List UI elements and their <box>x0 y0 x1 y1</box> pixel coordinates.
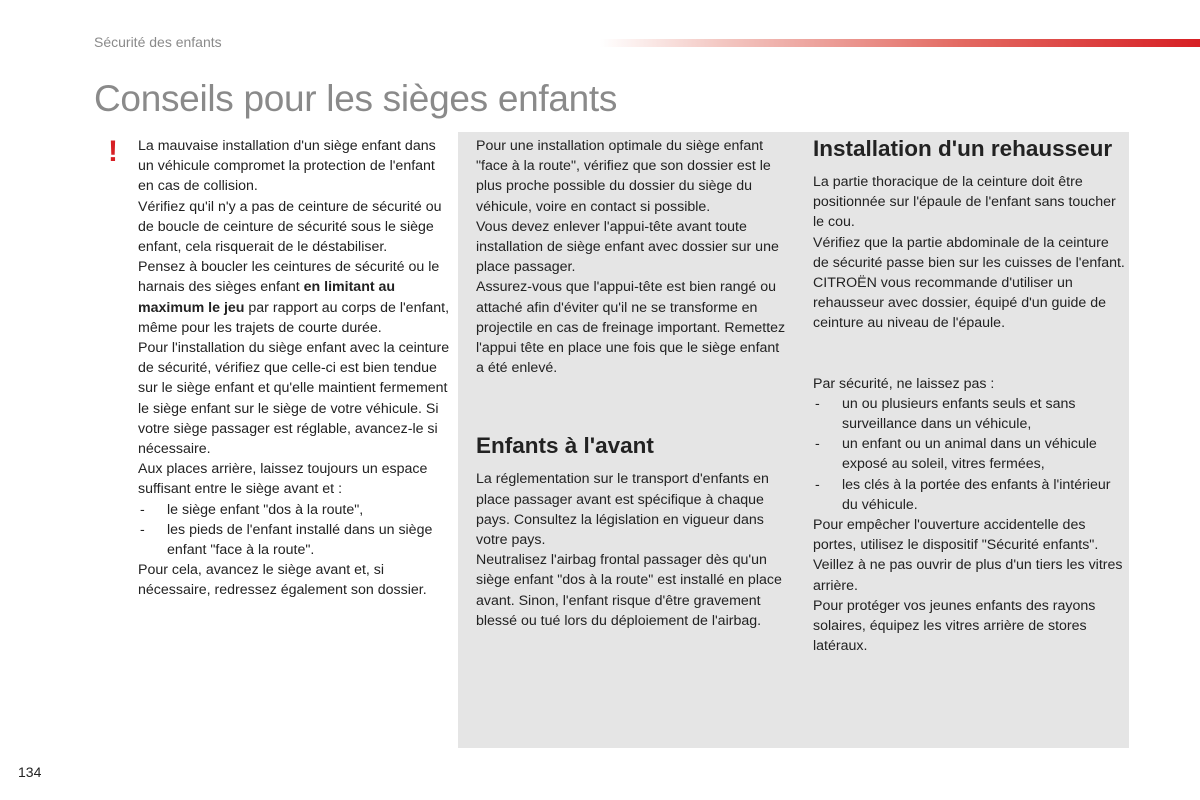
warning-paragraph: La mauvaise installation d'un siège enfant dans un véhicule compromet la protection de l'enfant en cas de collision. <box>138 138 436 195</box>
right-column <box>813 136 1127 656</box>
text-run: Pensez à boucler les ceintures de sécurité ou le harnais des sièges enfant <box>138 259 440 296</box>
list-item: - les clés à la portée des enfants à l'intérieur du véhicule. <box>813 475 1127 515</box>
warning-paragraph: Vérifiez qu'il n'y a pas de ceinture de sécurité ou de boucle de ceinture de sécurité sous le siège enfant, cela risquerait de le déstabiliser. <box>138 198 442 256</box>
section-heading: Enfants à l'avant <box>476 433 654 459</box>
spacer <box>813 354 1127 374</box>
bold-text: en limitant au maximum le jeu <box>138 279 396 316</box>
warning-paragraph: Pour cela, avancez le siège avant et, si nécessaire, redressez également son dossier. <box>138 562 427 599</box>
paragraph: Pour une installation optimale du siège enfant "face à la route", vérifiez que son dossier est le plus proche possible du dossier du siège du véhicule, voire en contact si possible. <box>476 138 771 215</box>
middle-column <box>476 136 790 631</box>
list-item: - les pieds de l'enfant installé dans un siège enfant "face à la route". <box>138 520 454 560</box>
warning-paragraph: Pour l'installation du siège enfant avec la ceinture de sécurité, vérifiez que celle-ci est bien tendue sur le siège enfant et qu'elle maintient fermement le siège enfant sur le siège de votre véhicule. Si votre siège passager est réglable, avancez-le si nécessaire. <box>138 340 450 458</box>
warning-paragraph: Aux places arrière, laissez toujours un espace suffisant entre le siège avant et : <box>138 461 428 498</box>
warning-text-column <box>138 136 454 601</box>
paragraph: La partie thoracique de la ceinture doit être positionnée sur l'épaule de l'enfant sans toucher le cou. <box>813 174 1116 231</box>
header-accent-bar <box>600 39 1200 47</box>
paragraph: La réglementation sur le transport d'enfants en place passager avant est spécifique à chaque pays. Consultez la législation en vigueur dans votre pays. <box>476 471 769 549</box>
page-title: Conseils pour les sièges enfants <box>94 78 618 119</box>
section-header: Sécurité des enfants <box>94 34 222 50</box>
paragraph: Vérifiez que la partie abdominale de la ceinture de sécurité passe bien sur les cuisses de l'enfant. <box>813 234 1125 271</box>
paragraph: CITROËN vous recommande d'utiliser un rehausseur avec dossier, équipé d'un guide de ceinture au niveau de l'épaule. <box>813 275 1106 332</box>
page-number: 134 <box>18 764 42 780</box>
paragraph: Pour empêcher l'ouverture accidentelle des portes, utilisez le dispositif "Sécurité enfants". <box>813 517 1099 554</box>
spacer <box>813 334 1127 354</box>
paragraph: Par sécurité, ne laissez pas : <box>813 375 995 392</box>
paragraph: Neutralisez l'airbag frontal passager dès qu'un siège enfant "dos à la route" est installé en place avant. Sinon, l'enfant risque d'être gravement blessé ou tué lors du déploiement de l'airbag. <box>476 552 782 629</box>
text-run: par rapport au corps de l'enfant, même pour les trajets de courte durée. <box>138 299 450 336</box>
paragraph: Assurez-vous que l'appui-tête est bien rangé ou attaché afin d'éviter qu'il ne se transforme en projectile en cas de freinage important. Remettez l'appui tête en place une fois que le siège enfant a été enlevé. <box>476 279 786 377</box>
section-heading: Installation d'un rehausseur <box>813 136 1113 161</box>
paragraph: Vous devez enlever l'appui-tête avant toute installation de siège enfant avec dossier sur une place passager. <box>476 218 779 276</box>
list-item: - un ou plusieurs enfants seuls et sans surveillance dans un véhicule, <box>813 394 1127 434</box>
exclamation-icon: ! <box>108 135 118 168</box>
paragraph: Pour protéger vos jeunes enfants des rayons solaires, équipez les vitres arrière de stores latéraux. <box>813 597 1096 655</box>
paragraph: Veillez à ne pas ouvrir de plus d'un tiers les vitres arrière. <box>813 557 1123 594</box>
list-item: - le siège enfant "dos à la route", <box>138 500 454 520</box>
warning-paragraph <box>138 257 454 338</box>
list-item: - un enfant ou un animal dans un véhicule exposé au soleil, vitres fermées, <box>813 434 1127 474</box>
